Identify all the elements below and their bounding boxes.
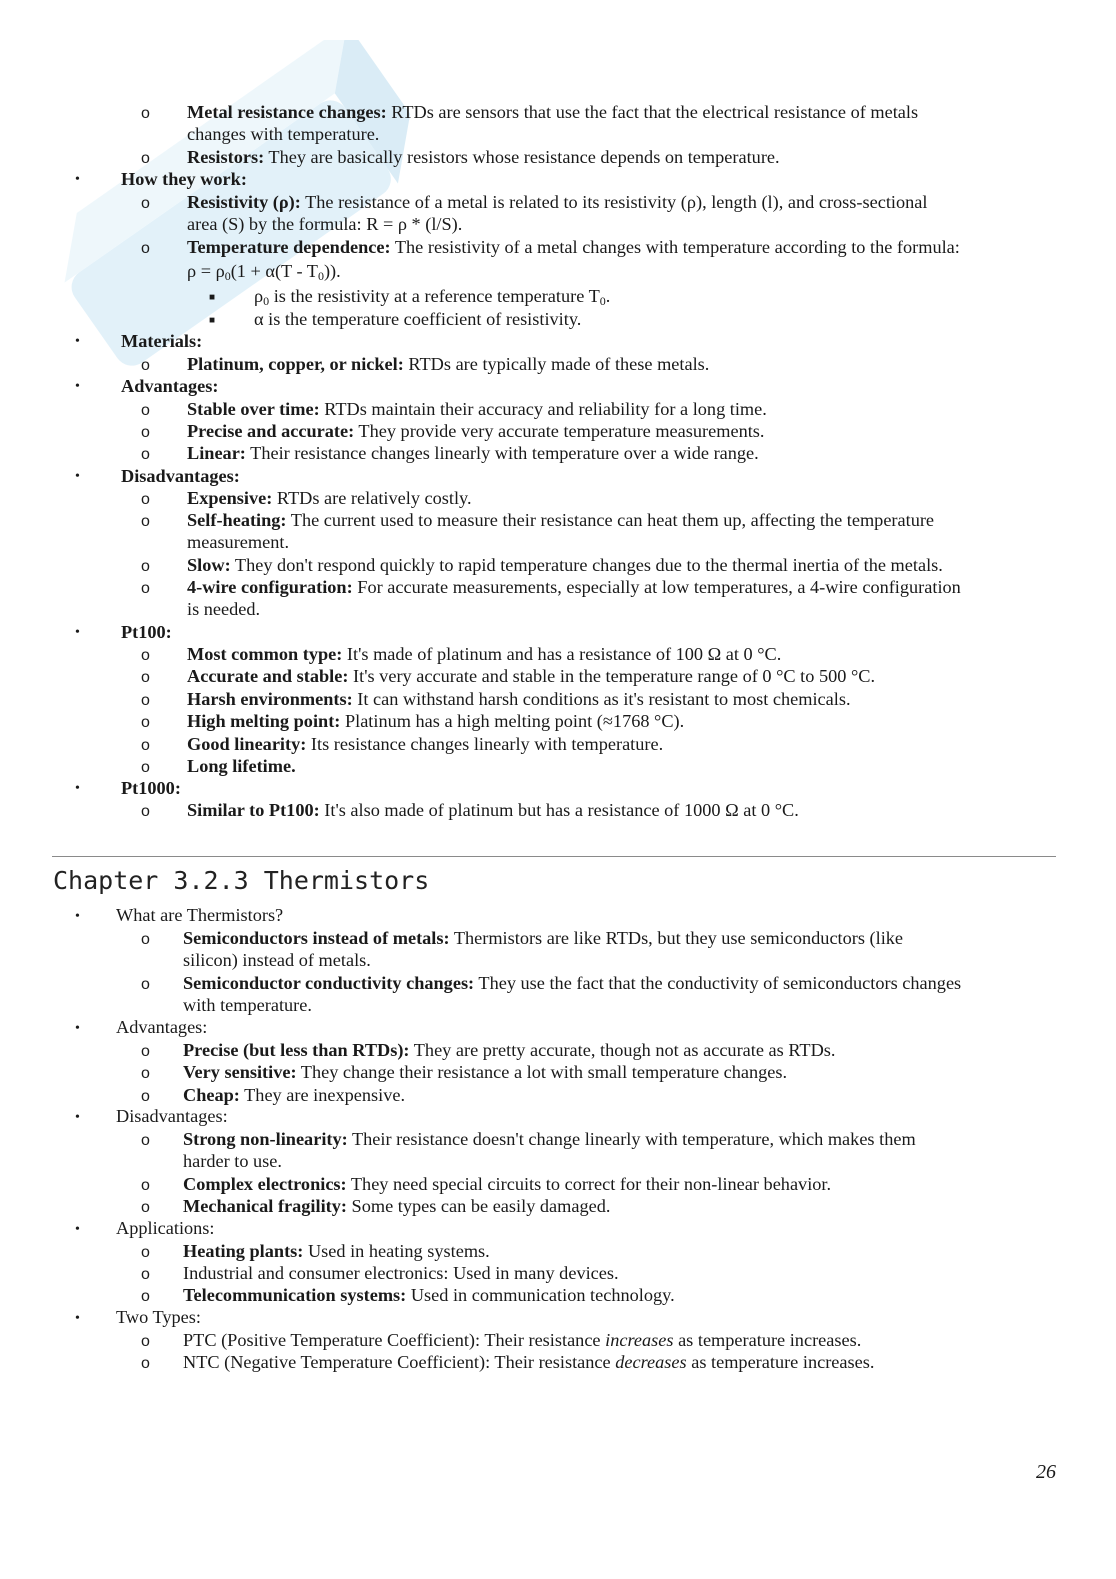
list-heading: Advantages: <box>121 376 219 396</box>
circle-bullet: o <box>141 737 150 754</box>
circle-bullet: o <box>141 240 150 257</box>
list-heading: How they work: <box>121 169 247 189</box>
list-item: Complex electronics: They need special circuits to correct for their non-linear behavior. <box>183 1174 832 1194</box>
list-heading: Disadvantages: <box>121 466 240 486</box>
list-item-cont: area (S) by the formula: R = ρ * (l/S). <box>187 214 463 234</box>
bullet: • <box>75 909 80 924</box>
list-item: Temperature dependence: The resistivity of a metal changes with temperature according to the formula: <box>187 237 960 257</box>
list-heading: Materials: <box>121 331 203 351</box>
list-item-cont: silicon) instead of metals. <box>183 950 371 970</box>
list-item: PTC (Positive Temperature Coefficient): Their resistance increases as temperature increases. <box>183 1330 862 1350</box>
list-item: Linear: Their resistance changes linearly with temperature over a wide range. <box>187 443 759 463</box>
circle-bullet: o <box>141 105 150 122</box>
circle-bullet: o <box>141 580 150 597</box>
list-item: Very sensitive: They change their resistance a lot with small temperature changes. <box>183 1062 788 1082</box>
list-item: Slow: They don't respond quickly to rapid temperature changes due to the thermal inertia of the metals. <box>187 555 943 575</box>
list-item: Stable over time: RTDs maintain their accuracy and reliability for a long time. <box>187 399 767 419</box>
circle-bullet: o <box>141 759 150 776</box>
square-bullet: ■ <box>209 315 216 326</box>
circle-bullet: o <box>141 491 150 508</box>
circle-bullet: o <box>141 1199 150 1216</box>
list-item: Expensive: RTDs are relatively costly. <box>187 488 472 508</box>
bullet: • <box>75 1222 80 1237</box>
bullet: • <box>75 1110 80 1125</box>
list-heading: Applications: <box>116 1218 215 1238</box>
list-heading: Pt1000: <box>121 778 181 798</box>
circle-bullet: o <box>141 714 150 731</box>
bullet: • <box>75 1311 80 1326</box>
list-item: Mechanical fragility: Some types can be easily damaged. <box>183 1196 611 1216</box>
circle-bullet: o <box>141 357 150 374</box>
bullet: • <box>75 379 80 394</box>
circle-bullet: o <box>141 803 150 820</box>
circle-bullet: o <box>141 1043 150 1060</box>
formula: $\rho = \rho_0(1 + \alpha(T - T_0))$. <box>187 261 341 283</box>
list-item-cont: measurement. <box>187 532 290 552</box>
circle-bullet: o <box>141 195 150 212</box>
list-item-cont: is needed. <box>187 599 261 619</box>
list-item: Self-heating: The current used to measure their resistance can heat them up, affecting the temperature <box>187 510 935 530</box>
bullet: • <box>75 625 80 640</box>
circle-bullet: o <box>141 647 150 664</box>
circle-bullet: o <box>141 446 150 463</box>
list-heading: Two Types: <box>116 1307 201 1327</box>
list-item: High melting point: Platinum has a high melting point (≈1768 °C). <box>187 711 685 731</box>
list-item-cont: changes with temperature. <box>187 124 380 144</box>
bullet: • <box>75 469 80 484</box>
chapter-title: Chapter 3.2.3 Thermistors <box>53 866 430 895</box>
list-item: Long lifetime. <box>187 756 296 776</box>
list-item: Cheap: They are inexpensive. <box>183 1085 406 1105</box>
circle-bullet: o <box>141 1355 150 1372</box>
bullet: • <box>75 334 80 349</box>
list-item: Resistors: They are basically resistors whose resistance depends on temperature. <box>187 147 780 167</box>
circle-bullet: o <box>141 402 150 419</box>
circle-bullet: o <box>141 1244 150 1261</box>
list-item: Precise and accurate: They provide very accurate temperature measurements. <box>187 421 765 441</box>
list-item: Metal resistance changes: RTDs are sensors that use the fact that the electrical resistance of metals <box>187 102 919 122</box>
list-item-cont: with temperature. <box>183 995 312 1015</box>
list-item: Similar to Pt100: It's also made of platinum but has a resistance of 1000 Ω at 0 °C. <box>187 800 799 820</box>
list-item: Strong non-linearity: Their resistance doesn't change linearly with temperature, which makes them <box>183 1129 916 1149</box>
list-item: Precise (but less than RTDs): They are pretty accurate, though not as accurate as RTDs. <box>183 1040 836 1060</box>
circle-bullet: o <box>141 692 150 709</box>
circle-bullet: o <box>141 1177 150 1194</box>
bullet: • <box>75 1021 80 1036</box>
list-item: Accurate and stable: It's very accurate and stable in the temperature range of 0 °C to 500 °C. <box>187 666 876 686</box>
circle-bullet: o <box>141 150 150 167</box>
circle-bullet: o <box>141 558 150 575</box>
circle-bullet: o <box>141 1088 150 1105</box>
page-number: 26 <box>1036 1461 1056 1483</box>
bullet: • <box>75 781 80 796</box>
circle-bullet: o <box>141 931 150 948</box>
list-heading: Advantages: <box>116 1017 208 1037</box>
circle-bullet: o <box>141 1132 150 1149</box>
list-item: α is the temperature coefficient of resistivity. <box>254 309 582 329</box>
list-item: Harsh environments: It can withstand harsh conditions as it's resistant to most chemicals. <box>187 689 851 709</box>
square-bullet: ■ <box>209 292 216 303</box>
circle-bullet: o <box>141 669 150 686</box>
list-heading: Disadvantages: <box>116 1106 228 1126</box>
circle-bullet: o <box>141 424 150 441</box>
circle-bullet: o <box>141 513 150 530</box>
circle-bullet: o <box>141 976 150 993</box>
list-item: 4-wire configuration: For accurate measurements, especially at low temperatures, a 4-wire configuration <box>187 577 961 597</box>
list-item: Semiconductor conductivity changes: They use the fact that the conductivity of semiconductors changes <box>183 973 962 993</box>
list-item: Semiconductors instead of metals: Thermistors are like RTDs, but they use semiconductors (like <box>183 928 904 948</box>
list-item: Industrial and consumer electronics: Used in many devices. <box>183 1263 619 1283</box>
list-item: Platinum, copper, or nickel: RTDs are typically made of these metals. <box>187 354 710 374</box>
bullet: • <box>75 172 80 187</box>
list-heading: What are Thermistors? <box>116 905 284 925</box>
list-heading: Pt100: <box>121 622 172 642</box>
list-item: Telecommunication systems: Used in communication technology. <box>183 1285 675 1305</box>
circle-bullet: o <box>141 1065 150 1082</box>
list-item-cont: harder to use. <box>183 1151 282 1171</box>
circle-bullet: o <box>141 1266 150 1283</box>
section-divider <box>52 856 1056 857</box>
list-item: $\rho_0$ is the resistivity at a reference temperature $T_0$. <box>254 286 611 308</box>
list-item: Most common type: It's made of platinum and has a resistance of 100 Ω at 0 °C. <box>187 644 782 664</box>
circle-bullet: o <box>141 1333 150 1350</box>
list-item: NTC (Negative Temperature Coefficient): Their resistance decreases as temperature increases. <box>183 1352 875 1372</box>
circle-bullet: o <box>141 1288 150 1305</box>
list-item: Resistivity (ρ): The resistance of a metal is related to its resistivity (ρ), length (l), and cross-sectional <box>187 192 928 212</box>
list-item: Heating plants: Used in heating systems. <box>183 1241 490 1261</box>
list-item: Good linearity: Its resistance changes linearly with temperature. <box>187 734 664 754</box>
